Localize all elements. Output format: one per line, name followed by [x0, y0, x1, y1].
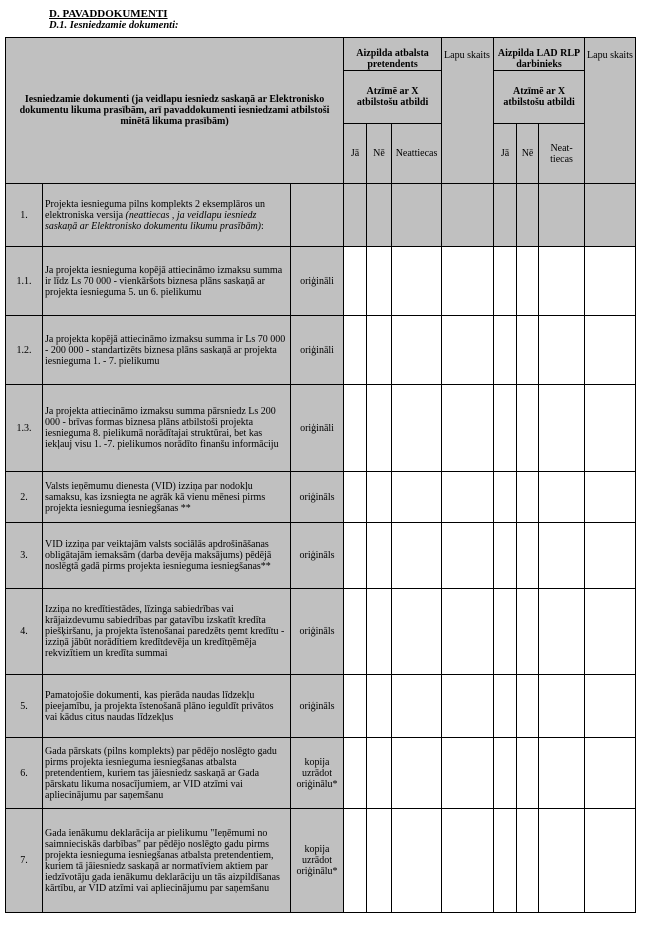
row-type: oriģināls — [291, 589, 344, 675]
section-subtitle: D.1. Iesniedzamie dokumenti: — [49, 20, 179, 31]
cell-na-applicant[interactable] — [392, 472, 442, 523]
section-header — [49, 8, 179, 32]
row-text: Gada pārskats (pilns komplekts) par pēdējo noslēgto gadu pirms projekta iesnieguma iesniegšanas atbalsta pretendentiem, kuriem tas jāiesniedz saskaņā ar Gada pārskatu likuma nosacījumiem, ar VID atzīmi vai apliecinājumu par saņemšanu — [43, 738, 291, 809]
row-type: kopija uzrādot oriģinālu* — [291, 809, 344, 913]
cell-na-lad[interactable] — [539, 809, 585, 913]
cell-yes-lad[interactable] — [494, 472, 517, 523]
cell-yes-applicant[interactable] — [344, 675, 367, 738]
cell-no-applicant[interactable] — [367, 809, 392, 913]
cell-no-lad[interactable] — [517, 523, 539, 589]
header-na-lad: Neat-tiecas — [539, 124, 585, 184]
cell-pages-lad[interactable] — [585, 385, 636, 472]
header-mark-lad: Atzīmē ar X atbilstošu atbildi — [494, 71, 585, 124]
cell-pages-lad[interactable] — [585, 675, 636, 738]
cell-yes-applicant[interactable] — [344, 472, 367, 523]
row-type: oriģināli — [291, 385, 344, 472]
cell-no-applicant[interactable] — [367, 738, 392, 809]
cell-pages-applicant[interactable] — [442, 675, 494, 738]
cell-na-lad[interactable] — [539, 523, 585, 589]
cell-yes-lad[interactable] — [494, 316, 517, 385]
cell-pages-lad[interactable] — [585, 316, 636, 385]
row-text: Ja projekta iesnieguma kopējā attiecināmo izmaksu summa ir līdz Ls 70 000 - vienkāršots biznesa plāns saskaņā ar projekta iesnieguma 5. un 6. pielikumu — [43, 247, 291, 316]
row-text-tail: : — [261, 220, 264, 232]
cell-pages-lad[interactable] — [585, 589, 636, 675]
table-row — [6, 184, 636, 247]
cell-no-lad[interactable] — [517, 589, 539, 675]
header-documents — [6, 38, 344, 184]
cell-yes-lad[interactable] — [494, 675, 517, 738]
row-type: oriģināls — [291, 523, 344, 589]
cell-yes-lad[interactable] — [494, 184, 517, 247]
cell-na-lad[interactable] — [539, 385, 585, 472]
row-type: oriģināli — [291, 247, 344, 316]
header-group-lad: Aizpilda LAD RLP darbinieks — [494, 38, 585, 71]
cell-pages-applicant[interactable] — [442, 247, 494, 316]
cell-na-applicant[interactable] — [392, 809, 442, 913]
header-yes-applicant: Jā — [344, 124, 367, 184]
cell-no-lad[interactable] — [517, 738, 539, 809]
row-text: Gada ienākumu deklarācija ar pielikumu "Ieņēmumi no saimnieciskās darbības" par pēdējo noslēgto gadu pirms projekta iesnieguma iesniegšanas atbalsta pretendentiem, kuriem tā jāiesniedz saskaņā ar normatīviem aktiem par iedzīvotāju gada ienākumu deklarāciju un tās aizpildīšanas kārtību, ar VID atzīmi vai apliecinājumu par saņemšanu — [43, 809, 291, 913]
header-na-applicant: Neattiecas — [392, 124, 442, 184]
cell-na-applicant[interactable] — [392, 385, 442, 472]
cell-yes-applicant[interactable] — [344, 184, 367, 247]
cell-no-applicant[interactable] — [367, 523, 392, 589]
cell-no-applicant[interactable] — [367, 316, 392, 385]
cell-no-lad[interactable] — [517, 809, 539, 913]
cell-no-lad[interactable] — [517, 184, 539, 247]
cell-yes-applicant[interactable] — [344, 589, 367, 675]
row-number: 3. — [6, 523, 43, 589]
row-text-main: Projekta iesnieguma pilns komplekts 2 eksemplāros un elektroniska versija — [45, 198, 265, 221]
row-number: 6. — [6, 738, 43, 809]
cell-pages-applicant[interactable] — [442, 385, 494, 472]
cell-na-applicant[interactable] — [392, 675, 442, 738]
row-number: 1.2. — [6, 316, 43, 385]
row-text: Valsts ieņēmumu dienesta (VID) izziņa par nodokļu samaksu, kas izsniegta ne agrāk kā vienu mēnesi pirms projekta iesnieguma iesniegšanas ** — [43, 472, 291, 523]
cell-na-applicant[interactable] — [392, 523, 442, 589]
table-row — [6, 809, 636, 913]
cell-no-applicant[interactable] — [367, 675, 392, 738]
row-type: oriģināls — [291, 675, 344, 738]
row-number: 2. — [6, 472, 43, 523]
cell-na-applicant[interactable] — [392, 316, 442, 385]
cell-pages-applicant[interactable] — [442, 589, 494, 675]
cell-yes-lad[interactable] — [494, 589, 517, 675]
cell-yes-lad[interactable] — [494, 385, 517, 472]
cell-pages-lad[interactable] — [585, 184, 636, 247]
row-text: Ja projekta kopējā attiecināmo izmaksu summa ir Ls 70 000 - 200 000 - standartizēts biznesa plāns saskaņā ar projekta iesnieguma 1. - 7. pielikumu — [43, 316, 291, 385]
header-pages-lad: Lapu skaits — [585, 38, 636, 184]
cell-na-lad[interactable] — [539, 472, 585, 523]
row-number: 4. — [6, 589, 43, 675]
cell-na-applicant[interactable] — [392, 589, 442, 675]
cell-na-lad[interactable] — [539, 184, 585, 247]
cell-yes-applicant[interactable] — [344, 385, 367, 472]
documents-table — [5, 37, 636, 913]
cell-no-lad[interactable] — [517, 316, 539, 385]
table-row — [6, 738, 636, 809]
cell-yes-lad[interactable] — [494, 247, 517, 316]
cell-no-applicant[interactable] — [367, 247, 392, 316]
cell-pages-lad[interactable] — [585, 472, 636, 523]
table-row — [6, 523, 636, 589]
row-number: 1.1. — [6, 247, 43, 316]
cell-pages-lad[interactable] — [585, 809, 636, 913]
cell-yes-applicant[interactable] — [344, 247, 367, 316]
cell-yes-applicant[interactable] — [344, 809, 367, 913]
row-number: 1. — [6, 184, 43, 247]
table-row — [6, 472, 636, 523]
header-yes-lad: Jā — [494, 124, 517, 184]
cell-na-applicant[interactable] — [392, 184, 442, 247]
header-no-lad: Nē — [517, 124, 539, 184]
cell-na-lad[interactable] — [539, 247, 585, 316]
header-documents-label: Iesniedzamie dokumenti (ja veidlapu iesniedz saskaņā ar Elektronisko dokumentu likuma prasībām, arī pavaddokumenti iesniedzami atbilstoši minētā likuma prasībām) — [19, 94, 330, 127]
cell-no-applicant[interactable] — [367, 385, 392, 472]
row-type: oriģināls — [291, 472, 344, 523]
header-pages-applicant: Lapu skaits — [442, 38, 494, 184]
cell-no-lad[interactable] — [517, 247, 539, 316]
table-row — [6, 316, 636, 385]
row-type: kopija uzrādot oriģinālu* — [291, 738, 344, 809]
cell-pages-applicant[interactable] — [442, 316, 494, 385]
row-number: 1.3. — [6, 385, 43, 472]
row-text-note: (neattiecas , ja veidlapu iesniedz saskaņā ar Elektronisko dokumentu likumu prasībām) — [45, 209, 261, 232]
table-row — [6, 247, 636, 316]
cell-pages-lad[interactable] — [585, 523, 636, 589]
cell-pages-applicant[interactable] — [442, 523, 494, 589]
row-type — [291, 184, 344, 247]
cell-pages-lad[interactable] — [585, 738, 636, 809]
cell-pages-lad[interactable] — [585, 247, 636, 316]
cell-no-lad[interactable] — [517, 675, 539, 738]
cell-no-applicant[interactable] — [367, 472, 392, 523]
row-text — [43, 184, 291, 247]
cell-na-lad[interactable] — [539, 316, 585, 385]
cell-yes-applicant[interactable] — [344, 738, 367, 809]
table-row — [6, 385, 636, 472]
cell-no-lad[interactable] — [517, 472, 539, 523]
table-row — [6, 675, 636, 738]
cell-na-applicant[interactable] — [392, 738, 442, 809]
table-row — [6, 589, 636, 675]
cell-yes-lad[interactable] — [494, 738, 517, 809]
row-text: Izziņa no kredītiestādes, līzinga sabiedrības vai krājaizdevumu sabiedrības par gatavību izskatīt kredīta piešķiršanu, ja projekta īstenošanai paredzēts ņemt kredītu - izziņā jābūt norādītiem kredītdevēja un kredītņēmēja rekvizītiem un kredīta summai — [43, 589, 291, 675]
cell-pages-applicant[interactable] — [442, 809, 494, 913]
cell-pages-applicant[interactable] — [442, 472, 494, 523]
header-mark-applicant: Atzīmē ar X atbilstošu atbildi — [344, 71, 442, 124]
row-text: Ja projekta attiecināmo izmaksu summa pārsniedz Ls 200 000 - brīvas formas biznesa plāns atbilstoši projekta iesnieguma 8. pielikumā norādītajai struktūrai, bet kas iekļauj visu 1. -7. pielikumos norādīto finanšu informāciju — [43, 385, 291, 472]
header-no-applicant: Nē — [367, 124, 392, 184]
row-text: Pamatojošie dokumenti, kas pierāda naudas līdzekļu pieejamību, ja projekta īstenošanā plāno ieguldīt privātos vai kādus citus naudas līdzekļus — [43, 675, 291, 738]
cell-na-lad[interactable] — [539, 675, 585, 738]
cell-no-applicant[interactable] — [367, 184, 392, 247]
cell-yes-lad[interactable] — [494, 523, 517, 589]
cell-yes-applicant[interactable] — [344, 316, 367, 385]
header-group-applicant: Aizpilda atbalsta pretendents — [344, 38, 442, 71]
cell-pages-applicant[interactable] — [442, 184, 494, 247]
section-title: D. PAVADDOKUMENTI — [49, 8, 168, 20]
row-type: oriģināli — [291, 316, 344, 385]
row-number: 7. — [6, 809, 43, 913]
cell-na-lad[interactable] — [539, 589, 585, 675]
cell-pages-applicant[interactable] — [442, 738, 494, 809]
row-text: VID izziņa par veiktajām valsts sociālās apdrošināšanas obligātajām iemaksām (darba devēja maksājums) pēdējā noslēgtā gadā pirms projekta iesnieguma iesniegšanas** — [43, 523, 291, 589]
cell-no-lad[interactable] — [517, 385, 539, 472]
cell-yes-applicant[interactable] — [344, 523, 367, 589]
cell-yes-lad[interactable] — [494, 809, 517, 913]
cell-no-applicant[interactable] — [367, 589, 392, 675]
cell-na-lad[interactable] — [539, 738, 585, 809]
cell-na-applicant[interactable] — [392, 247, 442, 316]
row-number: 5. — [6, 675, 43, 738]
